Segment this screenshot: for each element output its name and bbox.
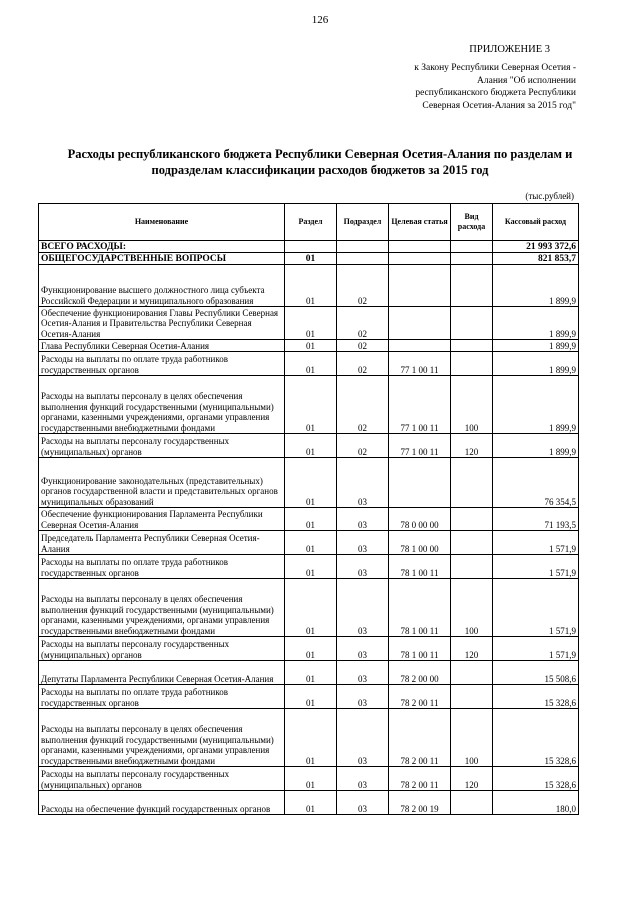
header-section: Раздел bbox=[285, 204, 337, 241]
cell-subsection: 02 bbox=[337, 307, 389, 340]
cell-target bbox=[389, 458, 451, 508]
cell-subsection: 02 bbox=[337, 352, 389, 376]
table-row bbox=[39, 791, 579, 815]
table-row bbox=[39, 685, 579, 709]
cell-target: 78 2 00 11 bbox=[389, 709, 451, 767]
cell-target: 78 2 00 00 bbox=[389, 661, 451, 685]
cell-subsection: 03 bbox=[337, 767, 389, 791]
cell-amount: 21 993 372,6 bbox=[493, 241, 579, 253]
cell-amount: 1 899,9 bbox=[493, 376, 579, 434]
cell-name: Обеспечение функционирования Главы Республики Северная Осетия-Алания и Правительства Республики Северная Осетия-Алания bbox=[39, 307, 285, 340]
cell-amount: 1 899,9 bbox=[493, 434, 579, 458]
cell-amount: 1 571,9 bbox=[493, 579, 579, 637]
cell-type bbox=[451, 265, 493, 307]
cell-section: 01 bbox=[285, 265, 337, 307]
cell-type bbox=[451, 531, 493, 555]
table-body bbox=[39, 241, 579, 815]
cell-subsection: 02 bbox=[337, 376, 389, 434]
cell-amount: 1 899,9 bbox=[493, 307, 579, 340]
table-row bbox=[39, 709, 579, 767]
cell-subsection: 03 bbox=[337, 555, 389, 579]
cell-type bbox=[451, 791, 493, 815]
cell-subsection: 02 bbox=[337, 265, 389, 307]
cell-target: 78 2 00 11 bbox=[389, 685, 451, 709]
table-row bbox=[39, 508, 579, 531]
cell-section bbox=[285, 241, 337, 253]
cell-amount: 1 899,9 bbox=[493, 352, 579, 376]
cell-subsection: 03 bbox=[337, 791, 389, 815]
cell-name: Расходы на выплаты по оплате труда работников государственных органов bbox=[39, 555, 285, 579]
cell-type bbox=[451, 508, 493, 531]
cell-subsection: 03 bbox=[337, 531, 389, 555]
cell-section: 01 bbox=[285, 555, 337, 579]
cell-type bbox=[451, 458, 493, 508]
cell-subsection bbox=[337, 253, 389, 265]
cell-section: 01 bbox=[285, 637, 337, 661]
cell-type: 120 bbox=[451, 637, 493, 661]
cell-name: Расходы на выплаты по оплате труда работников государственных органов bbox=[39, 352, 285, 376]
cell-target: 78 1 00 11 bbox=[389, 579, 451, 637]
cell-target bbox=[389, 241, 451, 253]
cell-target: 77 1 00 11 bbox=[389, 434, 451, 458]
cell-section: 01 bbox=[285, 531, 337, 555]
cell-subsection: 03 bbox=[337, 661, 389, 685]
cell-section: 01 bbox=[285, 352, 337, 376]
cell-section: 01 bbox=[285, 709, 337, 767]
cell-target bbox=[389, 253, 451, 265]
table-row bbox=[39, 352, 579, 376]
document-title: Расходы республиканского бюджета Республики Северная Осетия-Алания по разделам и подразделам классификации расходов бюджетов за 2015 год bbox=[67, 147, 573, 177]
units-label: (тыс.рублей) bbox=[525, 191, 574, 201]
cell-target bbox=[389, 307, 451, 340]
cell-name: ОБЩЕГОСУДАРСТВЕННЫЕ ВОПРОСЫ bbox=[39, 253, 285, 265]
cell-name: Глава Республики Северная Осетия-Алания bbox=[39, 340, 285, 352]
cell-type: 100 bbox=[451, 579, 493, 637]
cell-name: Расходы на выплаты персоналу в целях обеспечения выполнения функций государственными (муниципальными) органами, казенными учреждениями, органами управления государственными внебюджетными фондами bbox=[39, 579, 285, 637]
header-type: Вид расхода bbox=[451, 204, 493, 241]
cell-type: 100 bbox=[451, 709, 493, 767]
cell-subsection: 02 bbox=[337, 340, 389, 352]
cell-section: 01 bbox=[285, 253, 337, 265]
cell-section: 01 bbox=[285, 661, 337, 685]
cell-amount: 1 571,9 bbox=[493, 637, 579, 661]
cell-target: 78 1 00 11 bbox=[389, 555, 451, 579]
cell-target: 78 0 00 00 bbox=[389, 508, 451, 531]
table-row bbox=[39, 767, 579, 791]
cell-section: 01 bbox=[285, 791, 337, 815]
cell-amount: 76 354,5 bbox=[493, 458, 579, 508]
cell-section: 01 bbox=[285, 376, 337, 434]
table-row bbox=[39, 253, 579, 265]
cell-name: Расходы на выплаты персоналу в целях обеспечения выполнения функций государственными (муниципальными) органами, казенными учреждениями, органами управления государственными внебюджетными фондами bbox=[39, 376, 285, 434]
table-row bbox=[39, 531, 579, 555]
cell-section: 01 bbox=[285, 307, 337, 340]
table-row bbox=[39, 579, 579, 637]
expenditure-table bbox=[38, 203, 579, 815]
cell-section: 01 bbox=[285, 434, 337, 458]
cell-amount: 180,0 bbox=[493, 791, 579, 815]
cell-target: 78 1 00 00 bbox=[389, 531, 451, 555]
cell-subsection: 03 bbox=[337, 458, 389, 508]
table-header-row bbox=[39, 204, 579, 241]
cell-type: 100 bbox=[451, 376, 493, 434]
cell-amount: 15 328,6 bbox=[493, 767, 579, 791]
table-row bbox=[39, 434, 579, 458]
cell-amount: 71 193,5 bbox=[493, 508, 579, 531]
table-row bbox=[39, 307, 579, 340]
cell-name: ВСЕГО РАСХОДЫ: bbox=[39, 241, 285, 253]
cell-name: Председатель Парламента Республики Северная Осетия-Алания bbox=[39, 531, 285, 555]
cell-target bbox=[389, 265, 451, 307]
cell-subsection: 02 bbox=[337, 434, 389, 458]
cell-section: 01 bbox=[285, 767, 337, 791]
cell-amount: 1 899,9 bbox=[493, 340, 579, 352]
cell-type bbox=[451, 241, 493, 253]
cell-type bbox=[451, 555, 493, 579]
cell-section: 01 bbox=[285, 458, 337, 508]
cell-section: 01 bbox=[285, 340, 337, 352]
table-row bbox=[39, 458, 579, 508]
cell-type bbox=[451, 685, 493, 709]
cell-target: 78 2 00 11 bbox=[389, 767, 451, 791]
cell-amount: 15 328,6 bbox=[493, 685, 579, 709]
cell-name: Функционирование законодательных (представительных) органов государственной власти и представительных органов муниципальных образований bbox=[39, 458, 285, 508]
cell-target: 78 1 00 11 bbox=[389, 637, 451, 661]
page-number: 126 bbox=[311, 14, 329, 26]
table-row bbox=[39, 661, 579, 685]
cell-section: 01 bbox=[285, 685, 337, 709]
cell-section: 01 bbox=[285, 579, 337, 637]
cell-type: 120 bbox=[451, 434, 493, 458]
appendix-title: ПРИЛОЖЕНИЕ 3 bbox=[469, 44, 550, 55]
cell-name: Расходы на обеспечение функций государственных органов bbox=[39, 791, 285, 815]
cell-subsection: 03 bbox=[337, 579, 389, 637]
cell-target: 77 1 00 11 bbox=[389, 352, 451, 376]
cell-subsection: 03 bbox=[337, 685, 389, 709]
cell-name: Обеспечение функционирования Парламента Республики Северная Осетия-Алания bbox=[39, 508, 285, 531]
table-row bbox=[39, 265, 579, 307]
table-row bbox=[39, 555, 579, 579]
cell-amount: 1 899,9 bbox=[493, 265, 579, 307]
table-row bbox=[39, 241, 579, 253]
cell-type bbox=[451, 307, 493, 340]
cell-subsection: 03 bbox=[337, 709, 389, 767]
appendix-subtitle: к Закону Республики Северная Осетия - Алания "Об исполнении республиканского бюджета Республики Северная Осетия-Алания за 2015 год" bbox=[414, 63, 576, 111]
table-row bbox=[39, 637, 579, 661]
cell-subsection: 03 bbox=[337, 637, 389, 661]
cell-name: Расходы на выплаты персоналу государственных (муниципальных) органов bbox=[39, 637, 285, 661]
cell-name: Депутаты Парламента Республики Северная Осетия-Алания bbox=[39, 661, 285, 685]
header-subsection: Подраздел bbox=[337, 204, 389, 241]
table-row bbox=[39, 376, 579, 434]
cell-target: 78 2 00 19 bbox=[389, 791, 451, 815]
cell-amount: 15 328,6 bbox=[493, 709, 579, 767]
table-row bbox=[39, 340, 579, 352]
header-name: Наименование bbox=[39, 204, 285, 241]
cell-section: 01 bbox=[285, 508, 337, 531]
cell-target: 77 1 00 11 bbox=[389, 376, 451, 434]
cell-amount: 15 508,6 bbox=[493, 661, 579, 685]
cell-type bbox=[451, 340, 493, 352]
cell-type bbox=[451, 352, 493, 376]
cell-name: Функционирование высшего должностного лица субъекта Российской Федерации и муниципального образования bbox=[39, 265, 285, 307]
cell-subsection: 03 bbox=[337, 508, 389, 531]
cell-name: Расходы на выплаты персоналу в целях обеспечения выполнения функций государственными (муниципальными) органами, казенными учреждениями, органами управления государственными внебюджетными фондами bbox=[39, 709, 285, 767]
cell-type: 120 bbox=[451, 767, 493, 791]
header-target: Целевая статья bbox=[389, 204, 451, 241]
cell-name: Расходы на выплаты по оплате труда работников государственных органов bbox=[39, 685, 285, 709]
cell-type bbox=[451, 253, 493, 265]
header-amount: Кассовый расход bbox=[493, 204, 579, 241]
cell-subsection bbox=[337, 241, 389, 253]
cell-target bbox=[389, 340, 451, 352]
cell-amount: 1 571,9 bbox=[493, 555, 579, 579]
cell-amount: 1 571,9 bbox=[493, 531, 579, 555]
cell-amount: 821 853,7 bbox=[493, 253, 579, 265]
cell-name: Расходы на выплаты персоналу государственных (муниципальных) органов bbox=[39, 767, 285, 791]
cell-name: Расходы на выплаты персоналу государственных (муниципальных) органов bbox=[39, 434, 285, 458]
cell-type bbox=[451, 661, 493, 685]
